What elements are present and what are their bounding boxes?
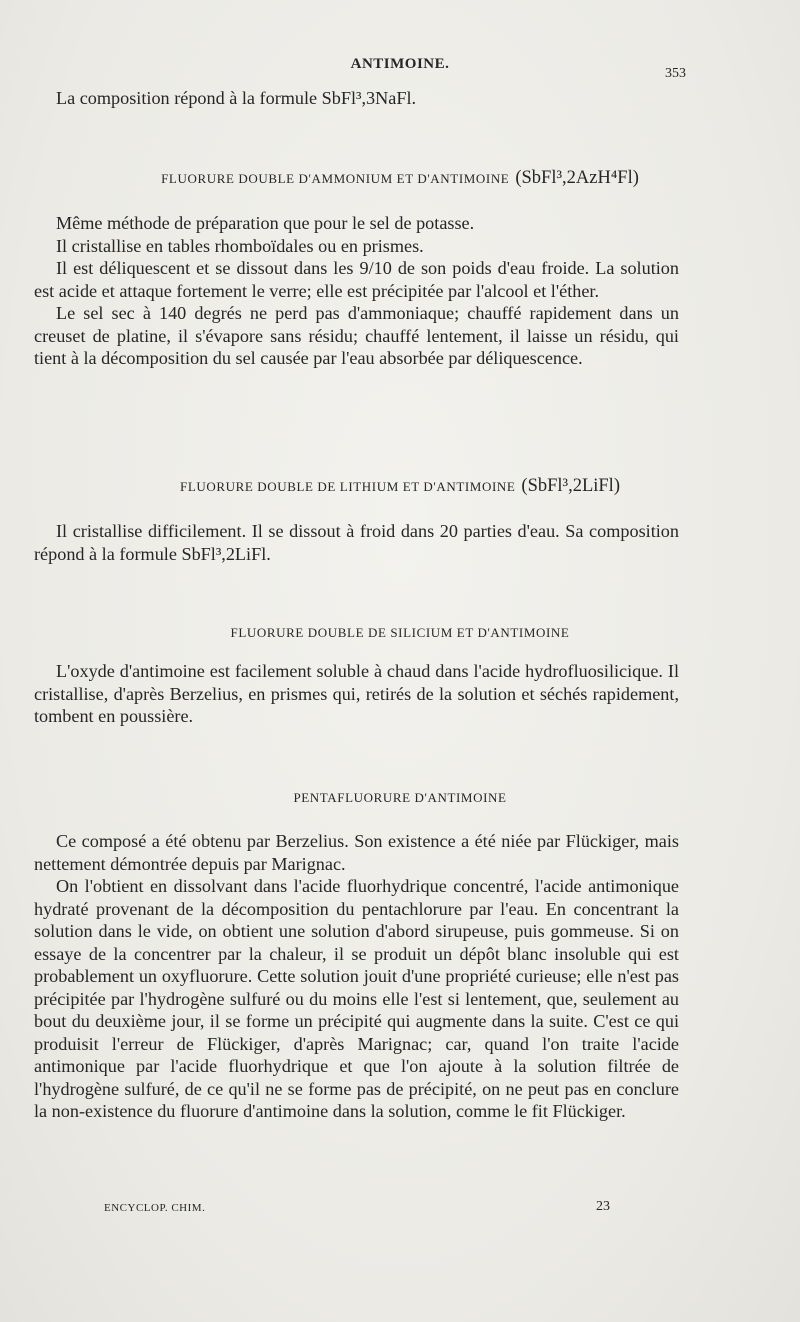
section2-formula: (SbFl³,2LiFl) bbox=[521, 476, 620, 496]
section4-heading-text: PENTAFLUORURE D'ANTIMOINE bbox=[293, 790, 507, 805]
footer-sheet-number: 23 bbox=[596, 1199, 610, 1214]
intro-block bbox=[34, 87, 679, 110]
intro-line: La composition répond à la formule SbFl³,3NaFl. bbox=[56, 88, 417, 108]
section1-body bbox=[34, 212, 679, 370]
section1-heading-text: FLUORURE DOUBLE D'AMMONIUM ET D'ANTIMOINE bbox=[161, 171, 510, 186]
section3-body bbox=[34, 660, 679, 728]
section2-heading-text: FLUORURE DOUBLE DE LITHIUM ET D'ANTIMOINE bbox=[179, 479, 516, 494]
section1-formula: (SbFl³,2AzH⁴Fl) bbox=[515, 168, 639, 188]
section2-body bbox=[34, 520, 679, 565]
section1-paragraph: Il est déliquescent et se dissout dans les 9/10 de son poids d'eau froide. La solution est acide et attaque fortement le verre; elle est précipitée par l'alcool et l'éther. bbox=[34, 258, 679, 301]
section1-heading bbox=[0, 168, 800, 189]
section4-paragraph: Ce composé a été obtenu par Berzelius. Son existence a été niée par Flückiger, mais nettement démontrée depuis par Marignac. bbox=[34, 831, 679, 874]
section2-paragraph: Il cristallise difficilement. Il se dissout à froid dans 20 parties d'eau. Sa composition répond à la formule SbFl³,2LiFl. bbox=[34, 521, 679, 564]
running-title: ANTIMOINE. bbox=[350, 56, 450, 72]
section1-paragraph: Il cristallise en tables rhomboïdales ou en prismes. bbox=[56, 235, 424, 256]
section2-heading bbox=[0, 476, 800, 497]
section4-paragraph: On l'obtient en dissolvant dans l'acide fluorhydrique concentré, l'acide antimonique hydraté provenant de la décomposition du pentachlorure par l'eau. En concentrant la solution dans le vide, on obtient une solution d'abord sirupeuse, puis gommeuse. Si on essaye de la concentrer par la chaleur, il se produit un dépôt blanc insoluble qui est probablement un oxyfluorure. Cette solution jouit d'une propriété curieuse; elle n'est pas précipitée par l'hydrogène sulfuré ou du moins elle l'est si lentement, que, seulement au bout du deuxième jour, il se forme un précipité qui augmente dans la suite. C'est ce qui produisit l'erreur de Flückiger, d'après Marignac; car, quand l'on traite l'acide antimonique par l'acide fluorhydrique et que l'on ajoute à la solution filtrée de l'hydrogène sulfuré, de ce qu'il ne se forme pas de précipité, on ne peut pas en conclure la non-existence du fluorure d'antimoine dans la solution, comme le fit Flückiger. bbox=[34, 876, 679, 1121]
page-number: 353 bbox=[665, 66, 686, 81]
section3-heading-text: FLUORURE DOUBLE DE SILICIUM ET D'ANTIMOINE bbox=[230, 625, 570, 640]
section3-heading bbox=[0, 625, 800, 641]
section4-body bbox=[34, 830, 679, 1123]
section1-paragraph: Même méthode de préparation que pour le sel de potasse. bbox=[56, 213, 475, 233]
section1-paragraph: Le sel sec à 140 degrés ne perd pas d'ammoniaque; chauffé rapidement dans un creuset de platine, il s'évapore sans résidu; chauffé lentement, il laisse un résidu, qui tient à la décomposition du sel causée par l'eau absorbée par déliquescence. bbox=[34, 303, 679, 368]
footer-signature: ENCYCLOP. CHIM. bbox=[104, 1202, 206, 1214]
section3-paragraph: L'oxyde d'antimoine est facilement soluble à chaud dans l'acide hydrofluosilicique. Il cristallise, d'après Berzelius, en prismes qui, retirés de la solution et séchés rapidement, tombent en poussière. bbox=[34, 661, 679, 726]
section4-heading bbox=[0, 790, 800, 806]
